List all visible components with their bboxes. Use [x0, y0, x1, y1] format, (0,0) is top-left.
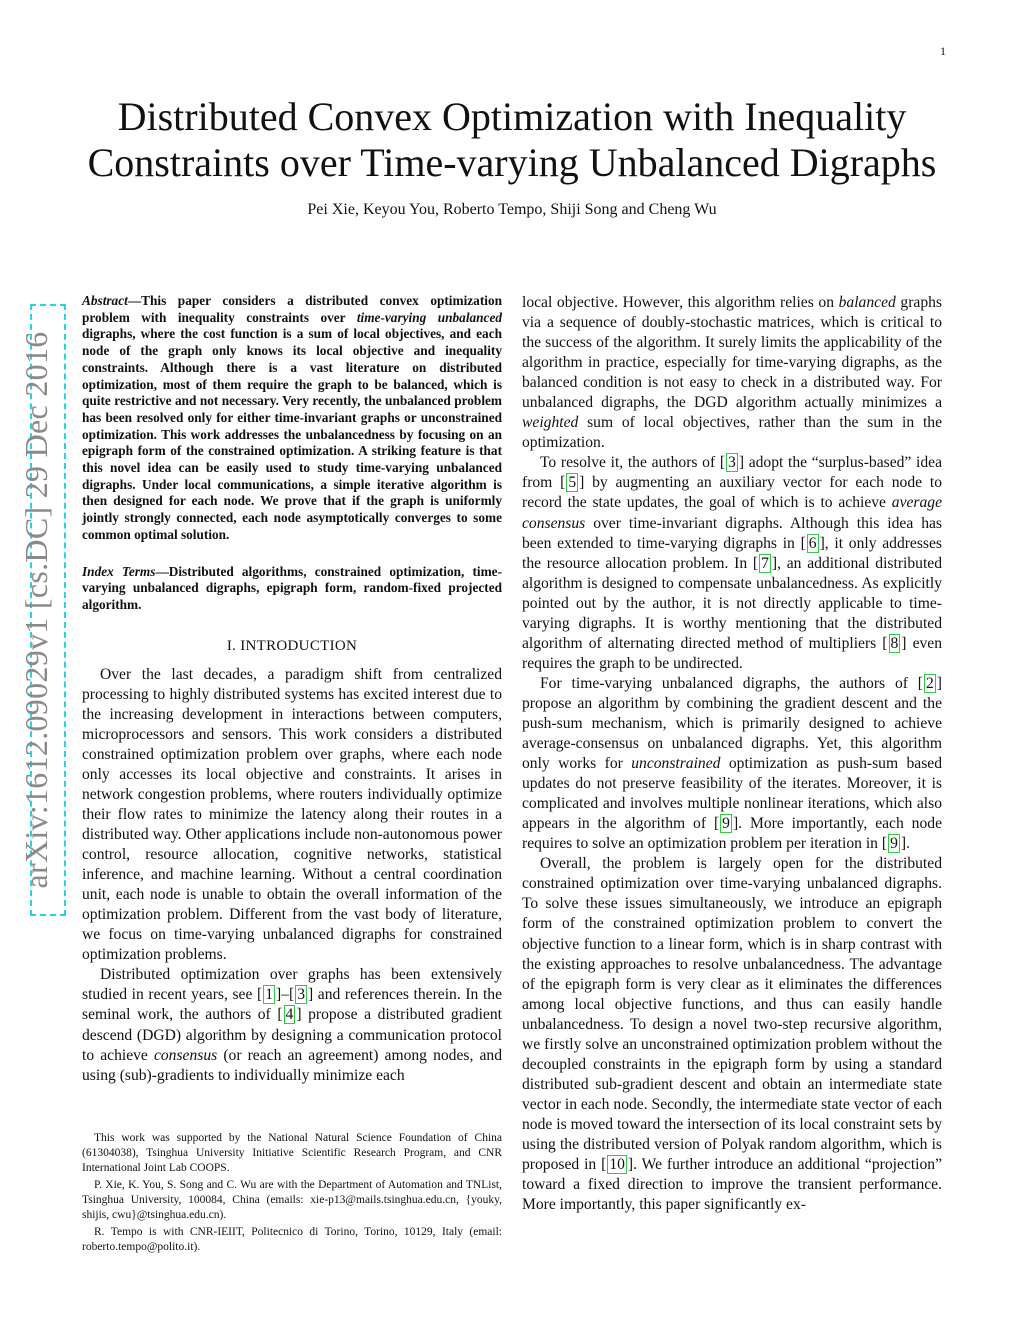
footnote-funding: This work was supported by the National Natural Science Foundation of China (61304038), Tsinghua University Initiative Scientific Research Program, and CNR International Joint Lab COOPS.: [82, 1132, 502, 1174]
footnote-affiliation-1: P. Xie, K. You, S. Song and C. Wu are with the Department of Automation and TNList, Tsinghua University, 100084, China (emails: xie-p13@mails.tsinghua.edu.cn, {youky, shijis, cwu}@tsinghua.edu.cn).: [82, 1179, 502, 1221]
citation-link[interactable]: 8: [890, 634, 899, 652]
citation-link[interactable]: 9: [722, 815, 730, 833]
citation-link[interactable]: 4: [285, 1006, 294, 1024]
footnotes: [82, 1131, 502, 1257]
citation-link[interactable]: 3: [297, 986, 305, 1004]
footnote-affiliation-2: R. Tempo is with CNR-IEIIT, Politecnico di Torino, Torino, 10129, Italy (email: roberto.tempo@polito.it).: [82, 1226, 502, 1253]
body-paragraph: To resolve it, the authors of [ 3 ] adopt the “surplus-based” idea from [ 5 ] by augmenting an auxiliary vector for each node to record the state updates, the goal of which is to achieve average consensus over time-invariant digraphs. Although this idea has been extended to time-varying digraphs in [ 6 ], it only addresses the resource allocation problem. In [ 7 ], an additional distributed algorithm is designed to compensate unbalancedness. As explicitly pointed out by the author, it is not directly applicable to time-varying digraphs. It is worthy mentioning that the distributed algorithm of alternating directed method of multipliers [ 8 ] even requires the graph to be undirected.: [522, 454, 943, 672]
intro-paragraph-2: Distributed optimization over graphs has been extensively studied in recent years, see [ 1 ]–[ 3 ] and references therein. In the seminal work, the authors of [ 4 ] propose a distributed gradient descend (DGD) algorithm by designing a communication protocol to achieve consensus (or reach an agreement) among nodes, and using (sub)-gradients to individually minimize each: [82, 966, 502, 1084]
citation-link[interactable]: 3: [728, 454, 736, 472]
body-paragraph: Overall, the problem is largely open for the distributed constrained optimization over time-varying unbalanced digraphs. To solve these issues simultaneously, we introduce an epigraph form of the constrained optimization problem to convert the objective function to a linear form, which is in sharp contrast with the existing approaches to resolve unbalancedness. The advantage of the epigraph form is very clear as it eliminates the differences among local objective functions, and thus can easily handle unbalancedness. To design a novel two-step recursive algorithm, we firstly solve an unconstrained optimization problem without the decoupled constraints in the epigraph form by using a standard distributed sub-gradient descent and obtain an intermediate state vector in each node. Secondly, the intermediate state vector of each node is moved toward the intersection of its local constraint sets by using the distributed version of Polyak random algorithm, which is proposed in [ 10 ]. We further introduce an additional “projection” toward a fixed direction to improve the transient performance. More importantly, this paper significantly ex-: [522, 855, 942, 1214]
author-list: Pei Xie, Keyou You, Roberto Tempo, Shiji Song and Cheng Wu: [307, 201, 717, 218]
citation-link[interactable]: 2: [926, 674, 934, 692]
citation-link[interactable]: 5: [568, 474, 577, 492]
paper-title: [60, 94, 964, 186]
arxiv-stamp: arXiv:1612.09029v1 [cs.DC] 29 Dec 2016: [18, 331, 54, 889]
abstract: Abstract—This paper considers a distributed convex optimization problem with inequality constraints over time-varying unbalanced digraphs, where the cost function is a sum of local objectives, and each node of the graph only knows its local objective and inequality constraints. Although there is a vast literature on distributed optimization, most of them require the graph to be balanced, which is quite restrictive and not necessary. Very recently, the unbalanced problem has been resolved only for either time-invariant graphs or unconstrained optimization. This work addresses the unbalancedness by focusing on an epigraph form of the constrained optimization. A striking feature is that this novel idea can be easily used to study time-varying unbalanced digraphs. Under local communications, a simple iterative algorithm is then designed for each node. We prove that if the graph is uniformly jointly strongly connected, each node asymptotically converges to some common optimal solution.: [82, 293, 503, 542]
index-terms-label: Index Terms: [82, 563, 156, 579]
title-line-2: Constraints over Time-varying Unbalanced Digraphs: [87, 140, 937, 185]
body-paragraph: For time-varying unbalanced digraphs, the authors of [ 2 ] propose an algorithm by combining the gradient descent and the push-sum mechanism, which is primarily designed to achieve average-consensus on unbalanced digraphs. Yet, this algorithm only works for unconstrained optimization as push-sum based updates do not preserve feasibility of the iterates. Moreover, it is complicated and involves multiple nonlinear iterations, which also appears in the algorithm of [ 9 ]. More importantly, each node requires to solve an optimization problem per iteration in [ 9 ].: [522, 674, 943, 853]
citation-link[interactable]: 10: [609, 1156, 625, 1174]
section-heading-introduction: I. INTRODUCTION: [226, 637, 358, 654]
left-column: [82, 293, 502, 1086]
abstract-label: Abstract: [82, 293, 128, 308]
page-number: 1: [940, 44, 946, 58]
right-column: [522, 293, 942, 1215]
index-terms: Index Terms—Distributed algorithms, constrained optimization, time-varying unbalanced digraphs, epigraph form, random-fixed projected algorithm.: [82, 563, 503, 612]
citation-link[interactable]: 7: [761, 554, 769, 572]
citation-link[interactable]: 9: [890, 835, 898, 853]
intro-paragraph-1: Over the last decades, a paradigm shift from centralized processing to highly distributed systems has excited interest due to the increasing development in interactions between computers, microprocessors and sensors. This work considers a distributed constrained optimization problem over graphs, where each node only accesses its local objective and constraints. It arises in network congestion problems, where routers individually optimize their flow rates to minimize the latency along their routes in a distributed way. Other applications include non-autonomous power control, resource allocation, cognitive networks, statistical inference, and machine learning. Without a central coordination unit, each node is unable to obtain the overall information of the optimization problem. Different from the vast body of literature, we focus on time-varying unbalanced digraphs for constrained optimization problems.: [82, 665, 502, 964]
citation-link[interactable]: 6: [808, 534, 817, 552]
body-paragraph: local objective. However, this algorithm relies on balanced graphs via a sequence of doubly-stochastic matrices, which is critical to the success of the algorithm. It surely limits the applicability of the algorithm in practice, especially for time-varying digraphs, as the balanced condition is not easy to check in a distributed way. For unbalanced digraphs, the DGD algorithm actually minimizes a weighted sum of local objectives, rather than the sum in the optimization.: [522, 294, 942, 452]
citation-link[interactable]: 1: [265, 986, 273, 1004]
title-line-1: Distributed Convex Optimization with Inequality: [117, 94, 907, 139]
